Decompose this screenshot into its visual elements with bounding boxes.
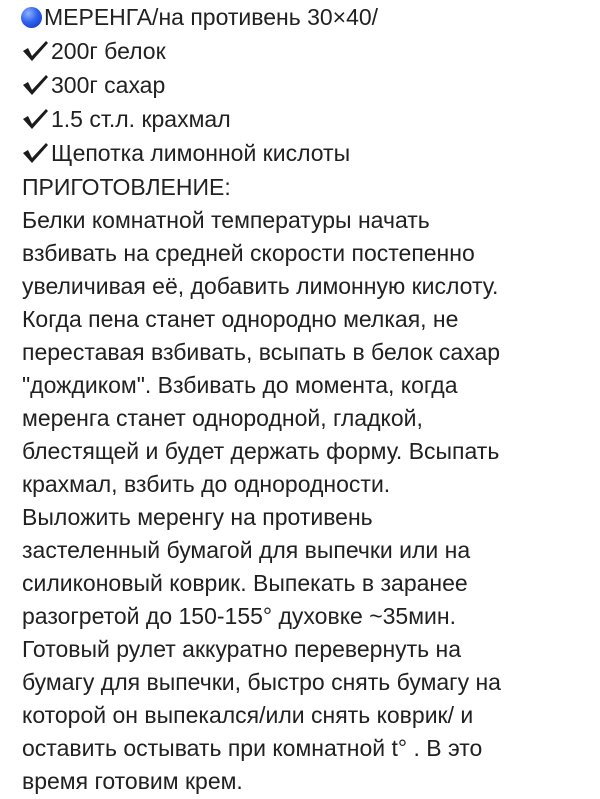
instruction-line: Готовый рулет аккуратно перевернуть на [22, 636, 462, 662]
instruction-line: время готовим крем. [22, 768, 243, 794]
recipe-title-text: МЕРЕНГА/на противень 30×40/ [44, 4, 379, 30]
instruction-line: меренга станет однородной, гладкой, [22, 405, 423, 431]
instruction-line: "дождиком". Взбивать до момента, когда [22, 372, 458, 398]
ingredient-text: 1.5 ст.л. крахмал [51, 106, 231, 132]
checkmark-icon [21, 107, 49, 131]
ingredient-item [5, 102, 600, 136]
ingredient-text: 300г сахар [51, 72, 166, 98]
instruction-line: Белки комнатной температуры начать [22, 207, 430, 233]
preparation-instructions [5, 204, 600, 798]
checkmark-icon [21, 39, 49, 63]
ingredient-text: 200г белок [51, 38, 166, 64]
instruction-line: взбивать на средней скорости постепенно [22, 240, 475, 266]
checkmark-icon [21, 141, 49, 165]
blue-ball-icon [21, 7, 42, 28]
instruction-line: увеличивая её, добавить лимонную кислоту. [22, 273, 499, 299]
ingredient-list [5, 34, 600, 170]
instruction-line: разогретой до 150-155° духовке ~35мин. [22, 603, 456, 629]
instruction-line: крахмал, взбить до однородности. [22, 471, 391, 497]
checkmark-icon [21, 73, 49, 97]
instruction-line: бумагу для выпечки, быстро снять бумагу на [22, 669, 501, 695]
instruction-line: оставить остывать при комнатной t° . В это [22, 735, 483, 761]
ingredient-item [5, 68, 600, 102]
instruction-line: силиконовый коврик. Выпекать в заранее [22, 570, 468, 596]
ingredient-text: Щепотка лимонной кислоты [51, 140, 351, 166]
instruction-line: которой он выпекался/или снять коврик/ и [22, 702, 474, 728]
instruction-line: Когда пена станет однородно мелкая, не [22, 306, 459, 332]
ingredient-item [5, 34, 600, 68]
preparation-heading: ПРИГОТОВЛЕНИЕ: [22, 174, 231, 200]
instruction-line: застеленный бумагой для выпечки или на [22, 537, 471, 563]
instruction-line: блестящей и будет держать форму. Всыпать [22, 438, 500, 464]
instruction-line: Выложить меренгу на противень [22, 504, 373, 530]
instruction-line: переставая взбивать, всыпать в белок сахар [22, 339, 501, 365]
ingredient-item [5, 136, 600, 170]
recipe-title [5, 0, 600, 34]
